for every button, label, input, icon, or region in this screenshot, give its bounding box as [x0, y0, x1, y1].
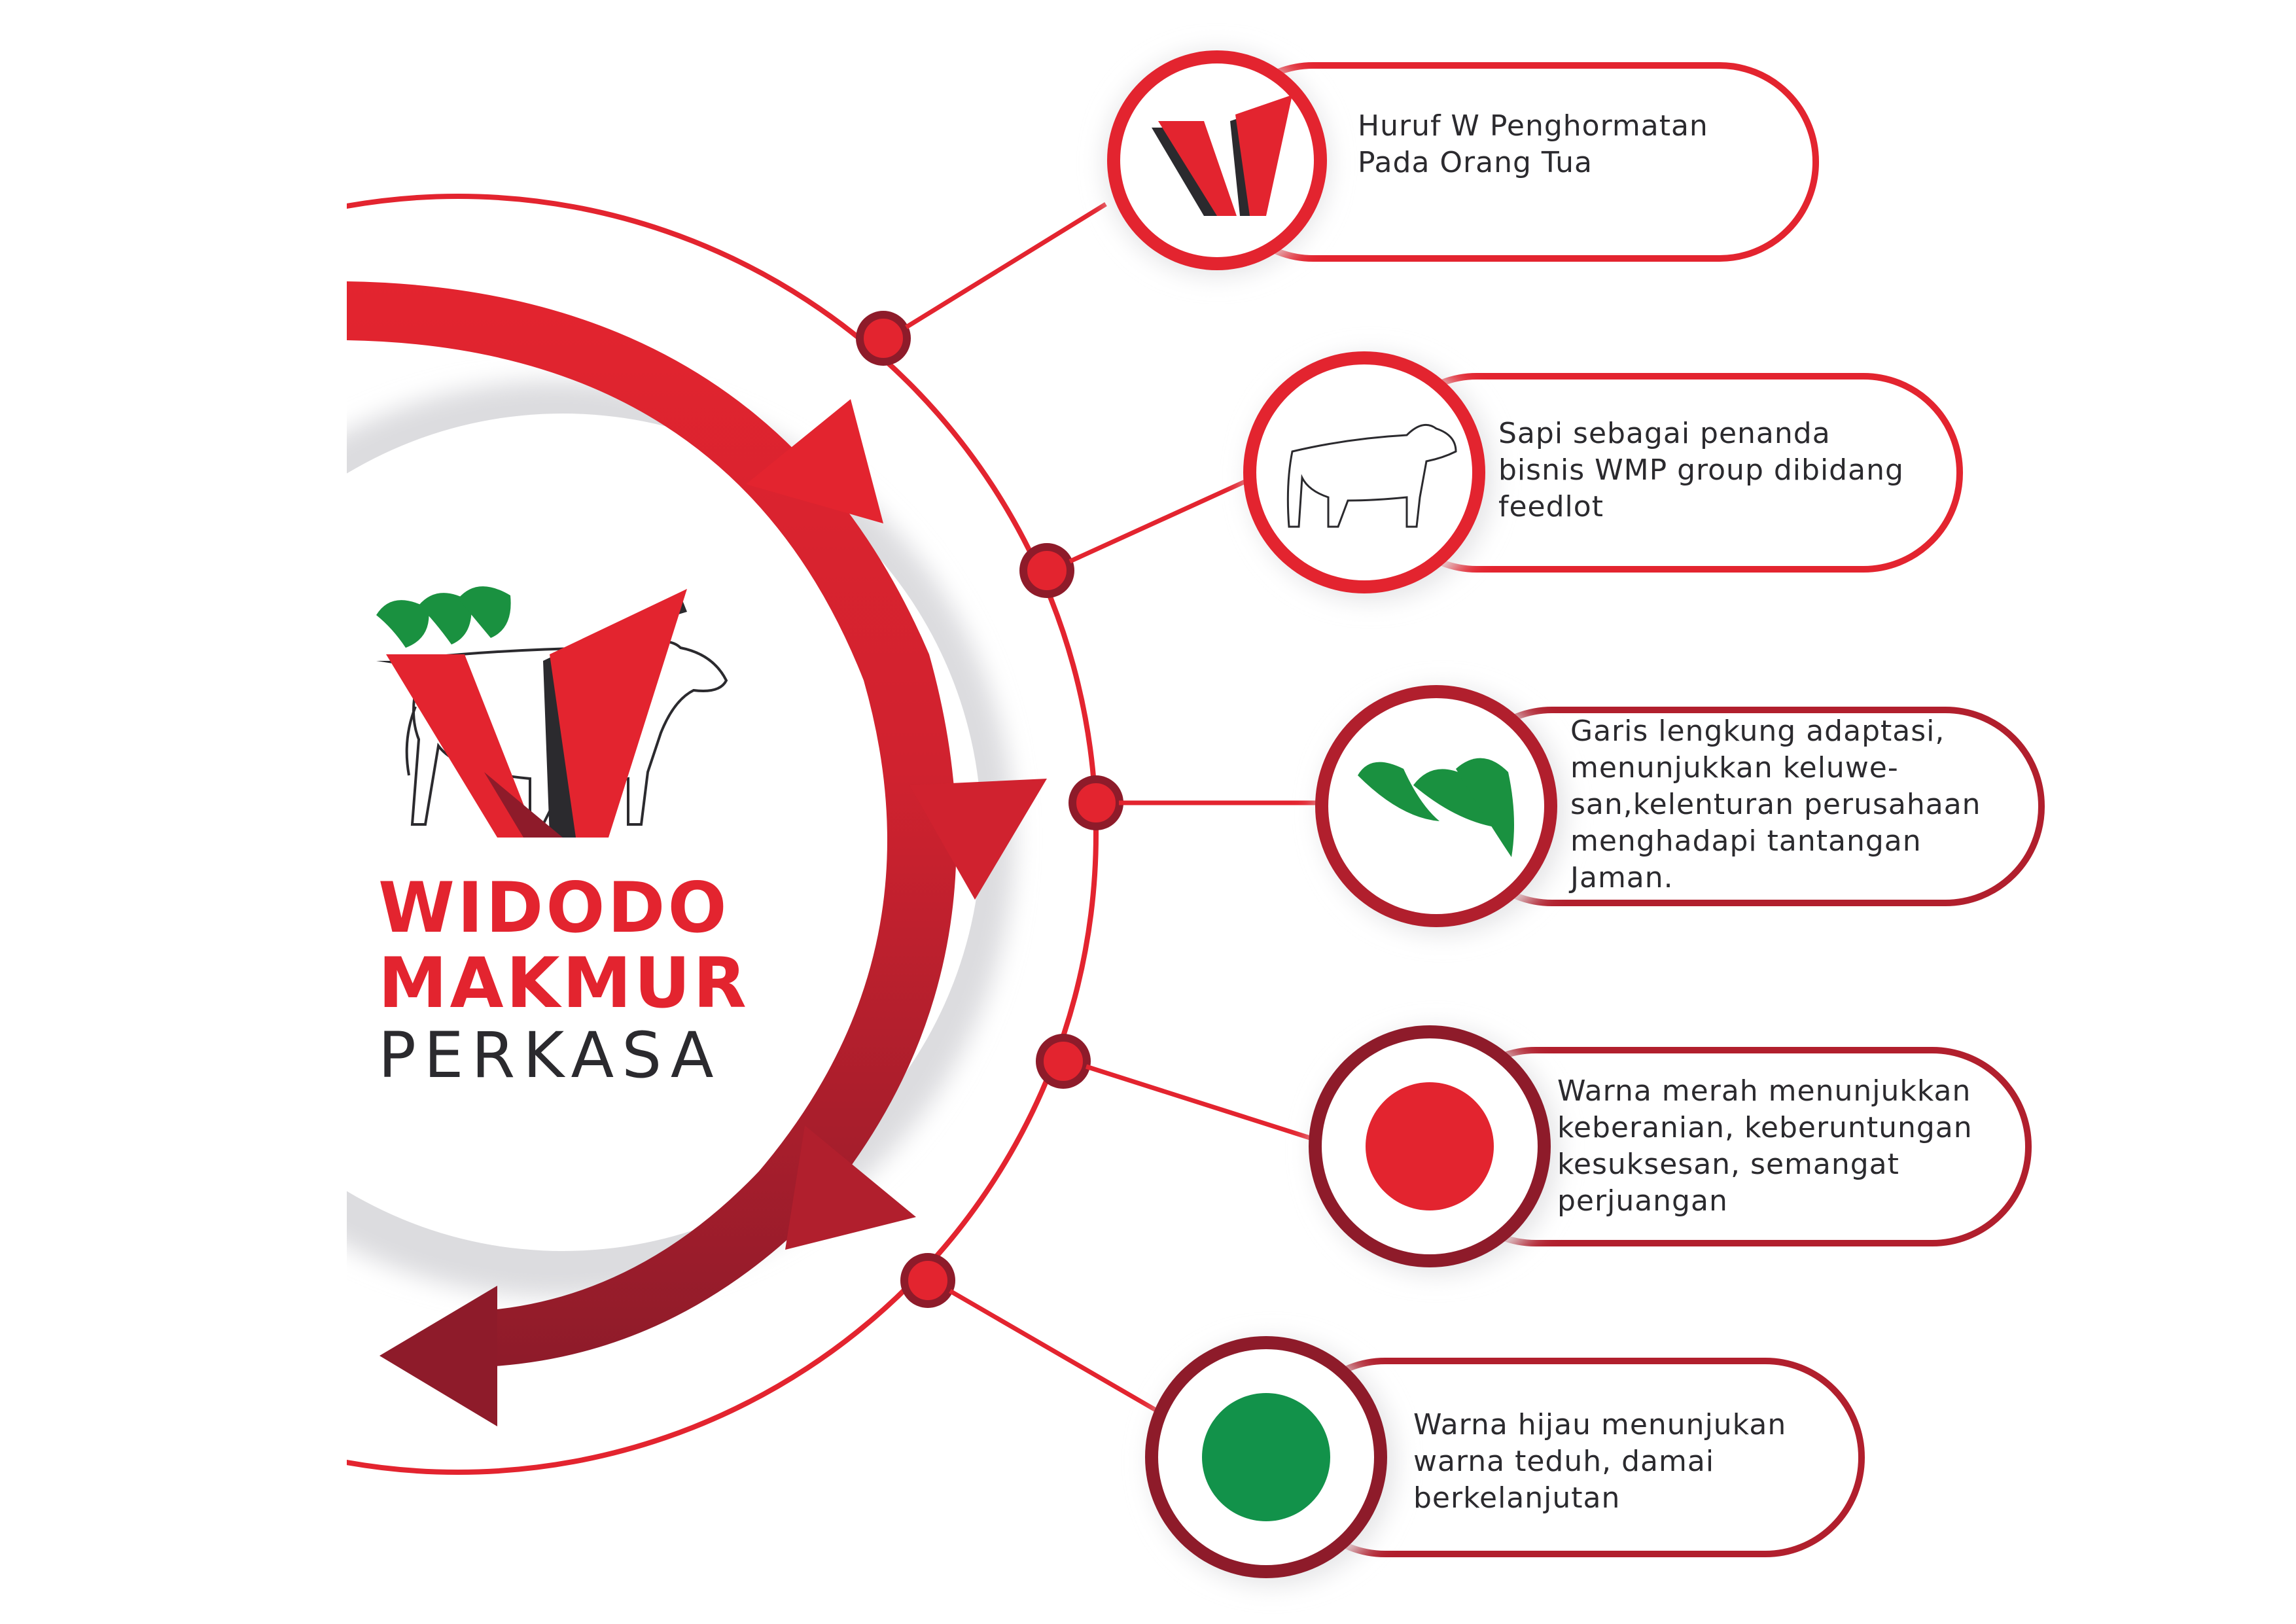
node-2: [1023, 547, 1070, 594]
node-1: [860, 315, 907, 362]
node-4: [1040, 1038, 1087, 1085]
node-5: [904, 1257, 951, 1304]
arrow-head-4: [380, 1286, 497, 1426]
brand-line-3: PERKASA: [378, 1019, 722, 1092]
green-circle-icon: [1202, 1393, 1330, 1521]
card-3-text: Garis lengkung adaptasi, menunjukkan keluwe- san,kelenturan perusahaan menghadapi tantangan Jaman.: [1570, 715, 1981, 894]
card-4-text: Warna merah menunjukkan keberanian, keberuntungan kesuksesan, semangat perjuangan: [1557, 1074, 1973, 1218]
card-2-text: Sapi sebagai penanda bisnis WMP group dibidang feedlot: [1498, 417, 1904, 523]
card-5-text: Warna hijau menunjukan warna teduh, damai berkelanjutan: [1413, 1408, 1787, 1515]
central-graphic: [0, 196, 1120, 1472]
brand-line-1: WIDODO: [378, 868, 730, 948]
brand-line-2: MAKMUR: [378, 943, 749, 1023]
card-1-text: Huruf W Penghormatan Pada Orang Tua: [1358, 109, 1708, 179]
red-circle-icon: [1366, 1082, 1494, 1210]
node-3: [1072, 779, 1120, 826]
